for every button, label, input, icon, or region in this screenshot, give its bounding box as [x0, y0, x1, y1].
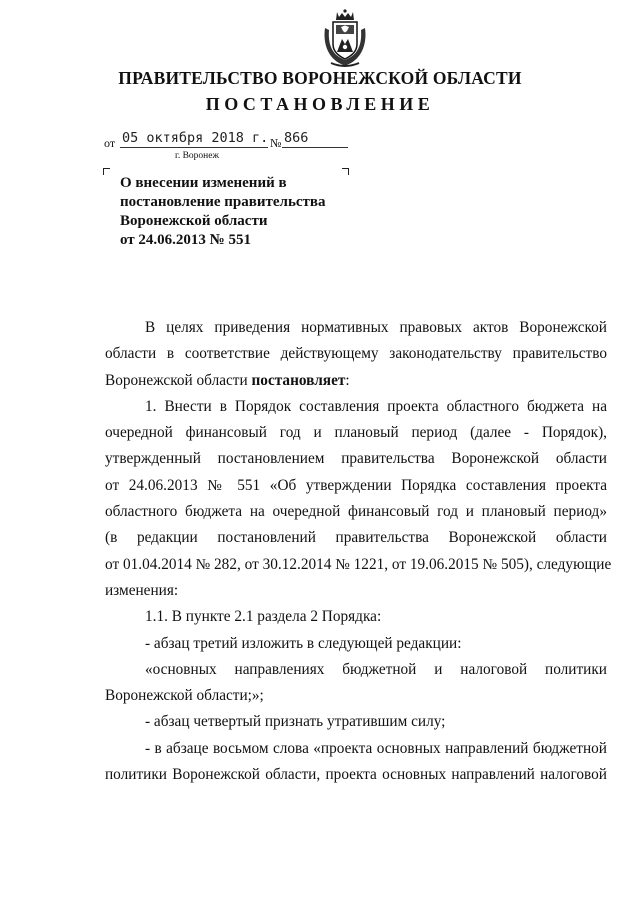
organization-title: ПРАВИТЕЛЬСТВО ВОРОНЕЖСКОЙ ОБЛАСТИ [118, 68, 522, 88]
number-label: № [270, 136, 282, 150]
body-line: утвержденный постановлением правительства Воронежской области [105, 450, 607, 468]
number-underline [282, 147, 348, 148]
document-type-heading: ПОСТАНОВЛЕНИЕ [205, 94, 435, 114]
document-meta [104, 131, 354, 151]
body-line: областного бюджета на очередной финансовый год и плановый период» [105, 503, 607, 521]
subject-line: О внесении изменений в [120, 175, 287, 191]
document-date: 05 октября 2018 г. [122, 130, 269, 146]
body-line: области в соответствие действующему законодательству правительство [105, 345, 607, 363]
subject-line: постановление правительства [120, 194, 326, 210]
decree-keyword: постановляет [251, 371, 346, 389]
body-line: от 01.04.2014 № 282, от 30.12.2014 № 1221, от 19.06.2015 № 505), следующие [105, 555, 612, 573]
body-line: от 24.06.2013 № 551 «Об утверждении Порядка составления проекта [105, 476, 607, 494]
body-line: - в абзаце восьмом слова «проекта основных направлений бюджетной [145, 739, 607, 757]
city-name: г. Воронеж [175, 151, 220, 161]
body-line: - абзац четвертый признать утратившим силу; [145, 713, 446, 731]
body-line: 1. Внести в Порядок составления проекта областного бюджета на [145, 397, 607, 415]
body-line: 1.1. В пункте 2.1 раздела 2 Порядка: [145, 608, 382, 626]
body-line: (в редакции постановлений правительства Воронежской области [105, 529, 607, 547]
document-body [105, 315, 612, 788]
body-line: В целях приведения нормативных правовых актов Воронежской [145, 319, 607, 336]
body-line: «основных направлениях бюджетной и налоговой политики [145, 660, 607, 678]
body-line: очередной финансовый год и плановый период (далее - Порядок), [105, 424, 607, 442]
date-underline [120, 147, 268, 148]
body-line: изменения: [105, 581, 179, 599]
body-line: Воронежской области;»; [105, 687, 264, 705]
coat-of-arms-emblem [319, 8, 371, 68]
body-line: - абзац третий изложить в следующей редакции: [145, 634, 462, 652]
document-number: 866 [284, 130, 309, 146]
body-text: : [345, 371, 350, 389]
date-label: от [104, 136, 116, 150]
body-line: политики Воронежской области, проекта основных направлений налоговой [105, 766, 607, 784]
subject-line: от 24.06.2013 № 551 [120, 232, 251, 248]
body-line [105, 368, 607, 394]
body-text: Воронежской области [105, 371, 252, 389]
subject-bracket-left [103, 168, 110, 175]
subject-line: Воронежской области [120, 213, 268, 229]
document-subject [120, 174, 360, 250]
